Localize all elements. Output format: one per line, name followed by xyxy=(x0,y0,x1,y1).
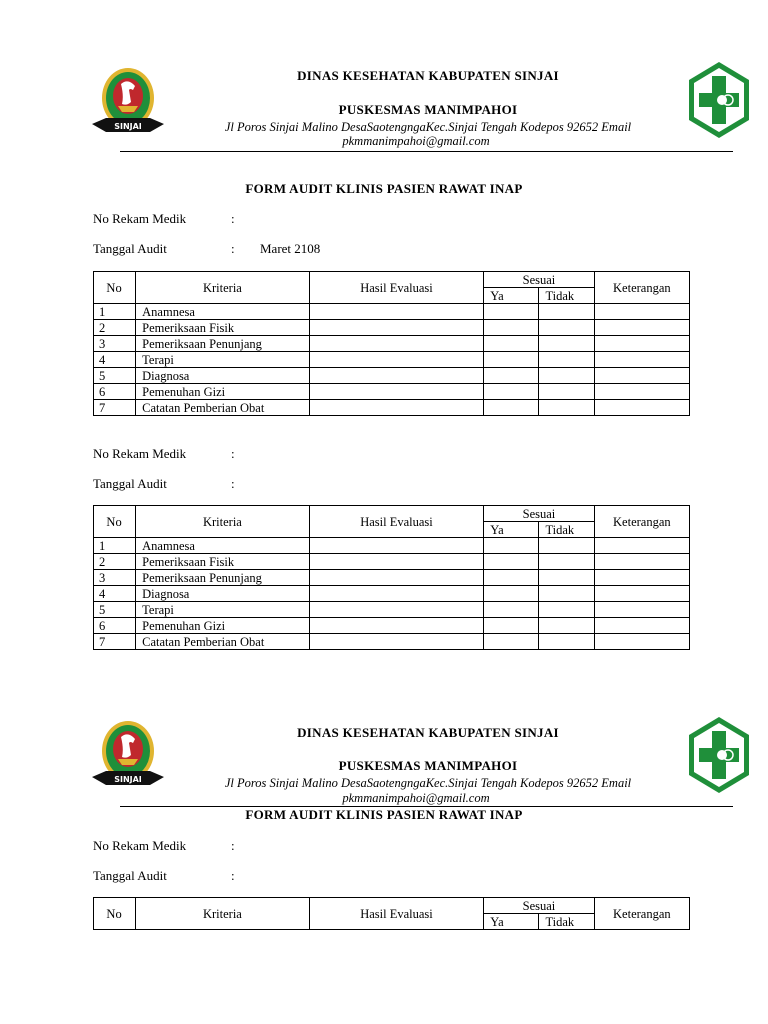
rekam-medik-label: No Rekam Medik xyxy=(93,211,187,226)
tidak-cell[interactable] xyxy=(539,304,594,320)
row-no: 7 xyxy=(94,400,136,416)
rekam-medik-label: No Rekam Medik xyxy=(93,446,187,461)
tidak-cell[interactable] xyxy=(539,618,594,634)
row-no: 7 xyxy=(94,634,136,650)
address-line: Jl Poros Sinjai Malino DesaSaotengngaKec.Sinjai Tengah Kodepos 92652 Email xyxy=(224,120,632,134)
row-kriteria: Anamnesa xyxy=(136,304,310,320)
header-sesuai: Sesuai xyxy=(484,272,594,288)
table-row xyxy=(94,618,690,634)
keterangan-cell[interactable] xyxy=(594,634,689,650)
table-row xyxy=(94,336,690,352)
row-kriteria: Diagnosa xyxy=(136,586,310,602)
row-kriteria: Pemenuhan Gizi xyxy=(136,384,310,400)
hasil-cell[interactable] xyxy=(309,400,484,416)
header-divider xyxy=(120,151,733,152)
keterangan-cell[interactable] xyxy=(594,554,689,570)
row-no: 1 xyxy=(94,304,136,320)
header-no: No xyxy=(94,506,136,538)
header-ya: Ya xyxy=(484,522,539,538)
tidak-cell[interactable] xyxy=(539,586,594,602)
header-ya: Ya xyxy=(484,288,539,304)
hasil-cell[interactable] xyxy=(309,352,484,368)
keterangan-cell[interactable] xyxy=(594,586,689,602)
table-row xyxy=(94,304,690,320)
tidak-cell[interactable] xyxy=(539,602,594,618)
audit-table-1 xyxy=(93,271,690,416)
row-kriteria: Pemeriksaan Fisik xyxy=(136,554,310,570)
hasil-cell[interactable] xyxy=(309,368,484,384)
table-row xyxy=(94,368,690,384)
tidak-cell[interactable] xyxy=(539,538,594,554)
keterangan-cell[interactable] xyxy=(594,618,689,634)
header-sesuai: Sesuai xyxy=(484,898,594,914)
row-no: 5 xyxy=(94,602,136,618)
hasil-cell[interactable] xyxy=(309,336,484,352)
header-ya: Ya xyxy=(484,914,539,930)
header-no: No xyxy=(94,272,136,304)
ya-cell[interactable] xyxy=(484,304,539,320)
email-line: pkmmanimpahoi@gmail.com xyxy=(342,134,490,148)
tidak-cell[interactable] xyxy=(539,570,594,586)
row-no: 6 xyxy=(94,384,136,400)
colon: : xyxy=(231,838,235,853)
tidak-cell[interactable] xyxy=(539,400,594,416)
row-kriteria: Anamnesa xyxy=(136,538,310,554)
colon: : xyxy=(231,241,235,256)
hasil-cell[interactable] xyxy=(309,554,484,570)
green-cross-logo-icon xyxy=(686,60,752,140)
ya-cell[interactable] xyxy=(484,538,539,554)
header-keterangan: Keterangan xyxy=(594,898,689,930)
header-tidak: Tidak xyxy=(539,288,594,304)
tanggal-audit-label: Tanggal Audit xyxy=(93,241,167,256)
header-kriteria: Kriteria xyxy=(136,898,310,930)
ya-cell[interactable] xyxy=(484,400,539,416)
keterangan-cell[interactable] xyxy=(594,570,689,586)
tidak-cell[interactable] xyxy=(539,634,594,650)
keterangan-cell[interactable] xyxy=(594,336,689,352)
svg-text:SINJAI: SINJAI xyxy=(114,122,142,131)
table-row xyxy=(94,384,690,400)
row-kriteria: Terapi xyxy=(136,602,310,618)
row-kriteria: Pemeriksaan Fisik xyxy=(136,320,310,336)
ya-cell[interactable] xyxy=(484,336,539,352)
keterangan-cell[interactable] xyxy=(594,602,689,618)
row-kriteria: Pemenuhan Gizi xyxy=(136,618,310,634)
row-no: 2 xyxy=(94,320,136,336)
svg-text:SINJAI: SINJAI xyxy=(114,775,142,784)
facility-title: PUSKESMAS MANIMPAHOI xyxy=(338,102,518,117)
table-row xyxy=(94,400,690,416)
header-keterangan: Keterangan xyxy=(594,506,689,538)
ya-cell[interactable] xyxy=(484,368,539,384)
table-row xyxy=(94,570,690,586)
rekam-medik-label: No Rekam Medik xyxy=(93,838,187,853)
row-no: 4 xyxy=(94,586,136,602)
table-row xyxy=(94,602,690,618)
keterangan-cell[interactable] xyxy=(594,320,689,336)
form-title: FORM AUDIT KLINIS PASIEN RAWAT INAP xyxy=(245,807,523,822)
header-no: No xyxy=(94,898,136,930)
keterangan-cell[interactable] xyxy=(594,384,689,400)
row-kriteria: Catatan Pemberian Obat xyxy=(136,634,310,650)
tidak-cell[interactable] xyxy=(539,352,594,368)
keterangan-cell[interactable] xyxy=(594,368,689,384)
tidak-cell[interactable] xyxy=(539,320,594,336)
tidak-cell[interactable] xyxy=(539,336,594,352)
hasil-cell[interactable] xyxy=(309,538,484,554)
table-row xyxy=(94,634,690,650)
row-no: 5 xyxy=(94,368,136,384)
keterangan-cell[interactable] xyxy=(594,304,689,320)
keterangan-cell[interactable] xyxy=(594,352,689,368)
form-title: FORM AUDIT KLINIS PASIEN RAWAT INAP xyxy=(245,181,523,196)
audit-table-3 xyxy=(93,897,690,930)
tanggal-audit-label: Tanggal Audit xyxy=(93,868,167,883)
hasil-cell[interactable] xyxy=(309,602,484,618)
facility-title: PUSKESMAS MANIMPAHOI xyxy=(338,758,518,773)
row-no: 4 xyxy=(94,352,136,368)
tanggal-audit-value[interactable]: Maret 2108 xyxy=(260,241,321,256)
colon: : xyxy=(231,211,235,226)
address-line: Jl Poros Sinjai Malino DesaSaotengngaKec.Sinjai Tengah Kodepos 92652 Email xyxy=(224,776,632,790)
table-row xyxy=(94,538,690,554)
ya-cell[interactable] xyxy=(484,618,539,634)
tanggal-audit-label: Tanggal Audit xyxy=(93,476,167,491)
table-row xyxy=(94,554,690,570)
header-hasil-evaluasi: Hasil Evaluasi xyxy=(309,506,484,538)
tidak-cell[interactable] xyxy=(539,384,594,400)
table-row xyxy=(94,352,690,368)
hasil-cell[interactable] xyxy=(309,634,484,650)
hasil-cell[interactable] xyxy=(309,304,484,320)
colon: : xyxy=(231,476,235,491)
header-kriteria: Kriteria xyxy=(136,272,310,304)
row-no: 6 xyxy=(94,618,136,634)
ya-cell[interactable] xyxy=(484,634,539,650)
header-hasil-evaluasi: Hasil Evaluasi xyxy=(309,272,484,304)
header-tidak: Tidak xyxy=(539,522,594,538)
hasil-cell[interactable] xyxy=(309,570,484,586)
hasil-cell[interactable] xyxy=(309,384,484,400)
email-line: pkmmanimpahoi@gmail.com xyxy=(342,791,490,805)
header-kriteria: Kriteria xyxy=(136,506,310,538)
agency-title: DINAS KESEHATAN KABUPATEN SINJAI xyxy=(297,725,559,740)
hasil-cell[interactable] xyxy=(309,320,484,336)
tidak-cell[interactable] xyxy=(539,368,594,384)
row-kriteria: Catatan Pemberian Obat xyxy=(136,400,310,416)
keterangan-cell[interactable] xyxy=(594,400,689,416)
keterangan-cell[interactable] xyxy=(594,538,689,554)
table-row xyxy=(94,320,690,336)
colon: : xyxy=(231,446,235,461)
ya-cell[interactable] xyxy=(484,554,539,570)
header-keterangan: Keterangan xyxy=(594,272,689,304)
row-no: 3 xyxy=(94,336,136,352)
row-no: 3 xyxy=(94,570,136,586)
ya-cell[interactable] xyxy=(484,384,539,400)
header-hasil-evaluasi: Hasil Evaluasi xyxy=(309,898,484,930)
row-kriteria: Pemeriksaan Penunjang xyxy=(136,570,310,586)
row-kriteria: Diagnosa xyxy=(136,368,310,384)
ya-cell[interactable] xyxy=(484,352,539,368)
row-kriteria: Pemeriksaan Penunjang xyxy=(136,336,310,352)
ya-cell[interactable] xyxy=(484,602,539,618)
ya-cell[interactable] xyxy=(484,570,539,586)
audit-table-2 xyxy=(93,505,690,650)
ya-cell[interactable] xyxy=(484,320,539,336)
hasil-cell[interactable] xyxy=(309,586,484,602)
table-row xyxy=(94,586,690,602)
tidak-cell[interactable] xyxy=(539,554,594,570)
header-sesuai: Sesuai xyxy=(484,506,594,522)
header-tidak: Tidak xyxy=(539,914,594,930)
ya-cell[interactable] xyxy=(484,586,539,602)
colon: : xyxy=(231,868,235,883)
row-no: 2 xyxy=(94,554,136,570)
hasil-cell[interactable] xyxy=(309,618,484,634)
green-cross-logo-icon xyxy=(686,715,752,795)
agency-title: DINAS KESEHATAN KABUPATEN SINJAI xyxy=(297,68,559,83)
row-no: 1 xyxy=(94,538,136,554)
row-kriteria: Terapi xyxy=(136,352,310,368)
